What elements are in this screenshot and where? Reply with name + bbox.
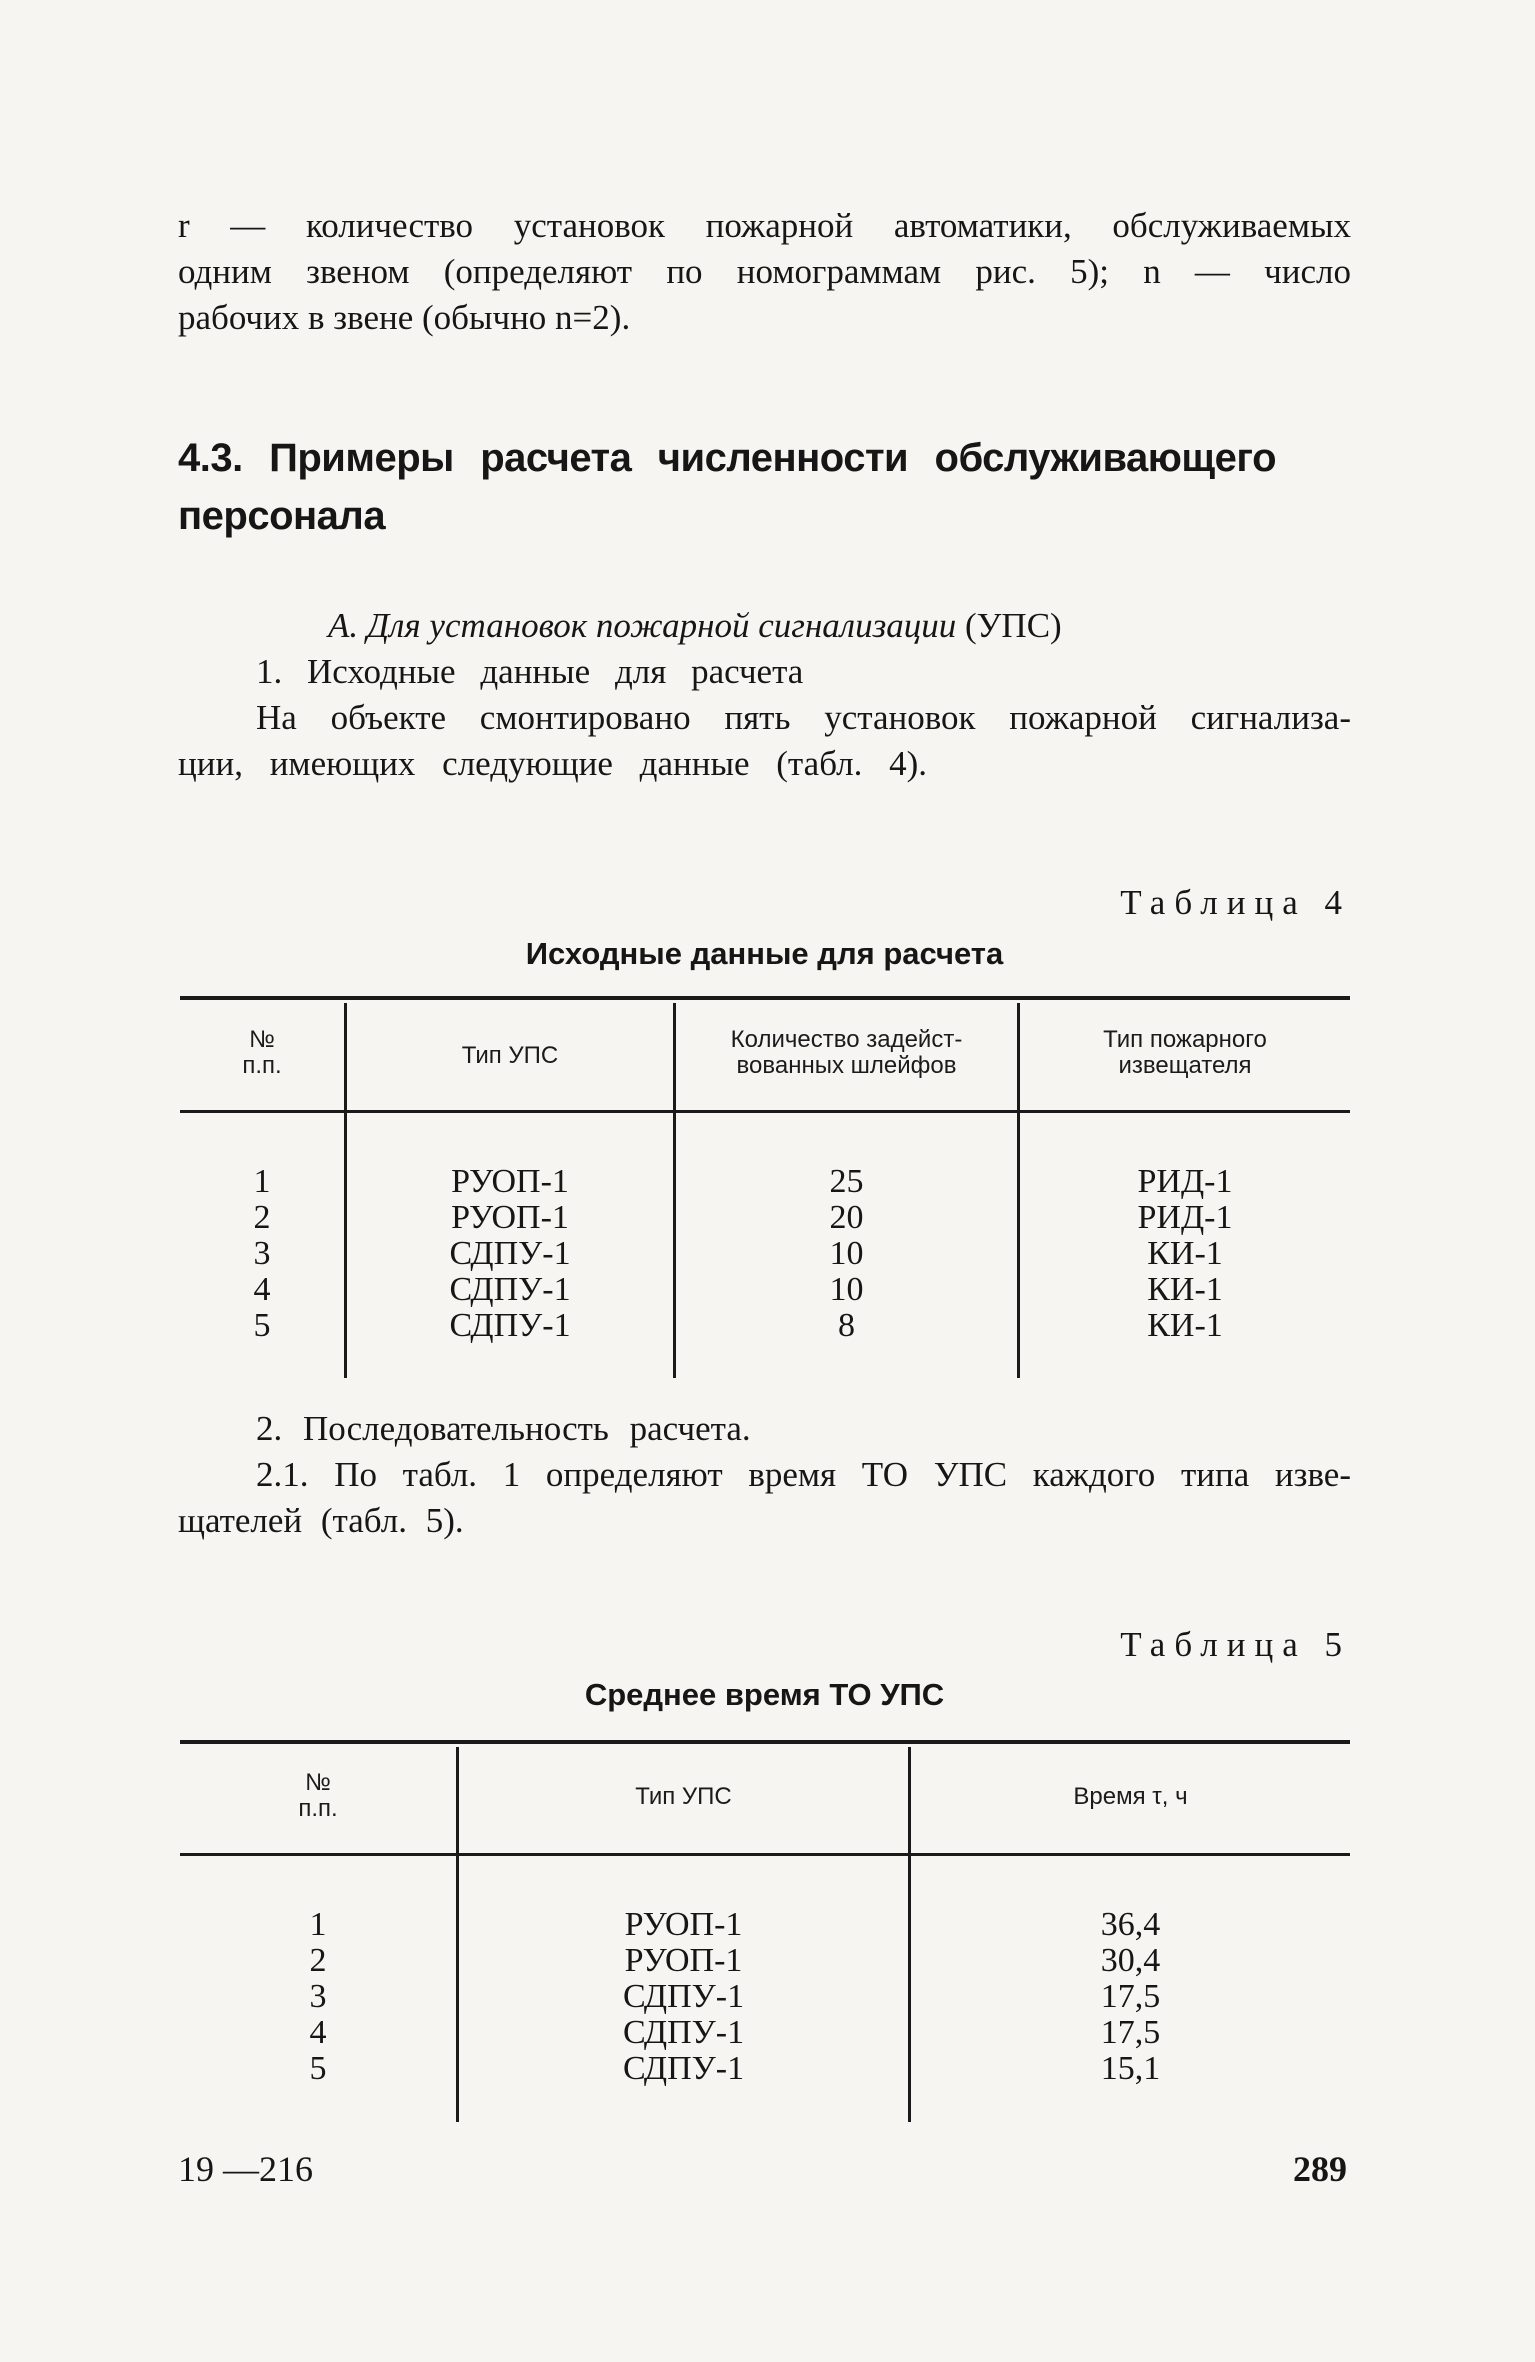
table-cell: 30,4 [1100, 1942, 1161, 1979]
step1-title: 1. Исходные данные для расчета [256, 652, 804, 691]
table-cell: 5 [309, 2050, 327, 2087]
table-cell: РИД-1 [1137, 1199, 1233, 1236]
table-cell: СДПУ-1 [622, 1978, 745, 2015]
table-cell: 10 [829, 1235, 864, 1272]
table4-header-loops [676, 1027, 1017, 1079]
table-cell: 3 [253, 1235, 271, 1272]
table5-type-column [459, 1907, 908, 2087]
header-line: Тип УПС [461, 1042, 559, 1069]
table-cell: 2 [253, 1199, 271, 1236]
heading-line: персонала [178, 494, 386, 538]
table5-header-num [180, 1770, 456, 1822]
header-line: вованных шлейфов [736, 1052, 957, 1079]
table-cell: 3 [309, 1978, 327, 2015]
table-cell: СДПУ-1 [449, 1235, 571, 1272]
table5-header-rule [180, 1853, 1350, 1856]
table5-top-rule [180, 1740, 1350, 1744]
section-heading [178, 429, 1351, 545]
table-cell: КИ-1 [1147, 1307, 1223, 1344]
table-cell: РУОП-1 [624, 1942, 743, 1979]
table4-detector-column [1020, 1164, 1350, 1344]
table-cell: 4 [309, 2014, 327, 2051]
header-line: п.п. [242, 1052, 282, 1079]
header-line: Тип пожарного [1103, 1026, 1267, 1053]
step2-line: щателей (табл. 5). [178, 1501, 464, 1540]
subsection-a-abbr: (УПС) [964, 606, 1062, 645]
intro-paragraph [178, 203, 1351, 341]
table-cell: 17,5 [1100, 1978, 1161, 2015]
intro-line: r — количество установок пожарной автоматики, обслуживаемых [178, 206, 1351, 245]
table-cell: РУОП-1 [624, 1906, 743, 1943]
header-line: Время τ, ч [1073, 1783, 1188, 1810]
table-cell: 8 [838, 1307, 855, 1344]
table5-header-time [911, 1784, 1350, 1810]
table4-type-column [347, 1164, 673, 1344]
table-cell: РУОП-1 [451, 1199, 569, 1236]
table4-header-num [180, 1027, 344, 1079]
table-cell: РИД-1 [1137, 1163, 1233, 1200]
step1-line: На объекте смонтировано пять установок пожарной сигнализа- [256, 698, 1351, 737]
table-cell: 17,5 [1100, 2014, 1161, 2051]
table4-label: Таблица 4 [1120, 883, 1351, 922]
table-cell: 5 [253, 1307, 271, 1344]
table4-header-type [347, 1043, 673, 1069]
header-line: № [305, 1769, 331, 1796]
table-cell: 1 [309, 1906, 327, 1943]
table-cell: 10 [829, 1271, 864, 1308]
table-cell: 4 [253, 1271, 271, 1308]
header-line: извещателя [1118, 1052, 1252, 1079]
intro-line: одним звеном (определяют по номограммам рис. 5); n — число [178, 252, 1351, 291]
table-cell: 15,1 [1100, 2050, 1161, 2087]
table-cell: КИ-1 [1147, 1235, 1223, 1272]
table4-header-detector [1020, 1027, 1350, 1079]
table-cell: СДПУ-1 [622, 2050, 745, 2087]
step2-line: 2.1. По табл. 1 определяют время ТО УПС каждого типа изве- [256, 1455, 1351, 1494]
header-line: Количество задейст- [730, 1026, 963, 1053]
table-cell: СДПУ-1 [622, 2014, 745, 2051]
table-cell: РУОП-1 [451, 1163, 569, 1200]
table5-label: Таблица 5 [1120, 1625, 1351, 1664]
table-cell: СДПУ-1 [449, 1307, 571, 1344]
table5-time-column [911, 1907, 1350, 2087]
table5-header-type [459, 1784, 908, 1810]
table-cell: 20 [829, 1199, 864, 1236]
table-cell: 1 [253, 1163, 271, 1200]
table4-loops-column [676, 1164, 1017, 1344]
table-cell: 2 [309, 1942, 327, 1979]
header-line: № [249, 1026, 275, 1053]
header-line: п.п. [298, 1795, 338, 1822]
table4-top-rule [180, 996, 1350, 1000]
step2-title: 2. Последовательность расчета. [256, 1409, 751, 1448]
table5-title: Среднее время ТО УПС [584, 1677, 945, 1712]
table4-num-column [180, 1164, 344, 1344]
table-cell: КИ-1 [1147, 1271, 1223, 1308]
table5-num-column [180, 1907, 456, 2087]
page-number: 289 [1293, 2149, 1347, 2189]
subsection-a-italic: А. Для установок пожарной сигнализации [328, 606, 957, 645]
table-cell: СДПУ-1 [449, 1271, 571, 1308]
step1-line: ции, имеющих следующие данные (табл. 4). [178, 744, 928, 783]
table4-header-rule [180, 1110, 1350, 1113]
table-cell: 36,4 [1100, 1906, 1161, 1943]
table4-title: Исходные данные для расчета [525, 936, 1004, 971]
intro-line: рабочих в звене (обычно n=2). [178, 298, 631, 337]
subsection-a-heading [328, 603, 1062, 649]
table-cell: 25 [829, 1163, 864, 1200]
printer-signature: 19 —216 [178, 2149, 313, 2189]
header-line: Тип УПС [635, 1783, 732, 1810]
step2-paragraph [178, 1452, 1351, 1544]
heading-line: 4.3. Примеры расчета численности обслуживающего [178, 436, 1276, 480]
step1-paragraph [178, 695, 1351, 787]
